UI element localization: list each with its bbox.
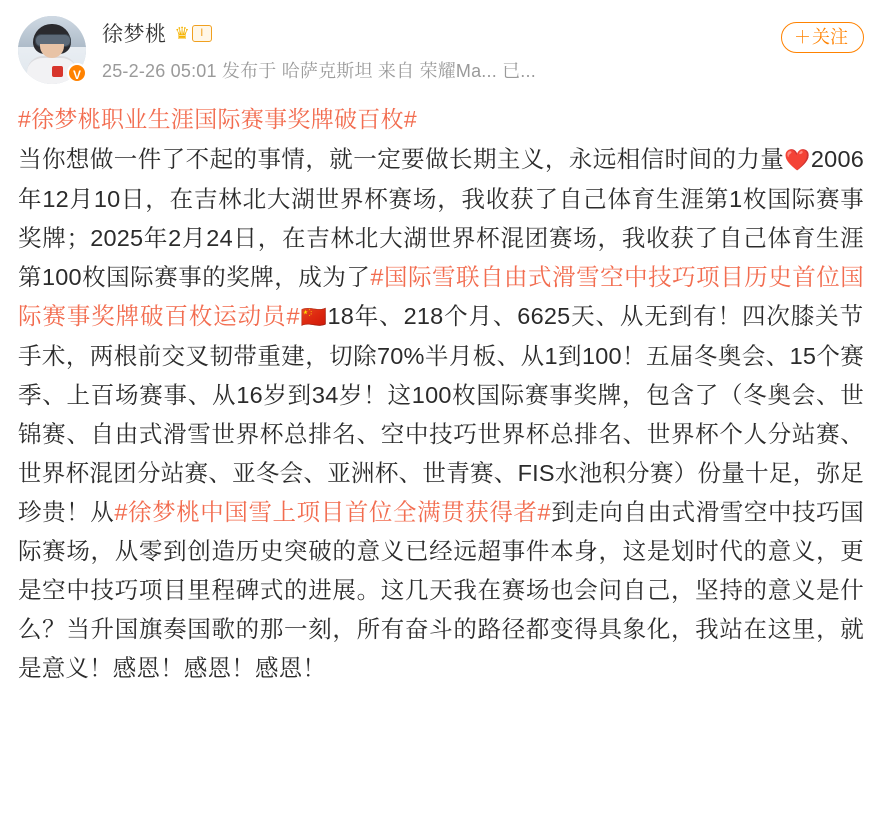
post-meta: 25-2-26 05:01 发布于 哈萨克斯坦 来自 荣耀Ma... 已... xyxy=(102,61,536,81)
avatar-flag-badge xyxy=(52,66,63,77)
plus-icon: ＋ xyxy=(794,28,811,47)
post-topic-link[interactable]: #徐梦桃职业生涯国际赛事奖牌破百枚# xyxy=(18,106,417,132)
post-content xyxy=(18,140,864,688)
post-emoji: 🇨🇳 xyxy=(299,306,328,329)
crown-icon: ♛ xyxy=(174,23,190,43)
header-text-block xyxy=(102,14,536,83)
post-hashtag-link[interactable]: #徐梦桃中国雪上项目首位全满贯获得者# xyxy=(114,499,551,525)
post-emoji: ❤️ xyxy=(784,149,811,172)
avatar[interactable] xyxy=(18,16,86,84)
member-level-badge: I xyxy=(192,25,212,42)
username[interactable]: 徐梦桃 xyxy=(102,23,167,46)
post-text-segment: 到走向自由式滑雪空中技巧国际赛场，从零到创造历史突破的意义已经远超事件本身，这是划时代的意义，更是空中技巧项目里程碑式的进展。这几天我在赛场也会问自己，坚持的意义是什么？当升国旗奏国歌的那一刻，所有奋斗的路径都变得具象化，我站在这里，就是意义！感恩！感恩！感恩！ xyxy=(18,499,864,681)
post-text-segment: 2006年12月10日，在吉林北大湖世界杯赛场，我收获了自己体育生涯第1枚国际赛事奖牌；2025年2月24日，在吉林北大湖世界杯混团赛场，我收获了自己体育生涯第100枚国际赛事的奖牌，成为了 xyxy=(18,146,864,290)
verified-badge-icon: V xyxy=(67,63,87,83)
post-header xyxy=(18,14,864,92)
post-text-segment: 18年、218个月、6625天、从无到有！四次膝关节手术，两根前交叉韧带重建，切除70%半月板、从1到100！五届冬奥会、15个赛季、上百场赛事、从16岁到34岁！这100枚国际赛事奖牌，包含了（冬奥会、世锦赛、自由式滑雪世界杯总排名、空中技巧世界杯总排名、世界杯个人分站赛、世界杯混团分站赛、亚冬会、亚洲杯、世青赛、FIS水池积分赛）份量十足，弥足珍贵！从 xyxy=(18,303,864,525)
post-text-segment: 当你想做一件了不起的事情，就一定要做长期主义，永远相信时间的力量 xyxy=(18,146,785,172)
follow-label: 关注 xyxy=(812,27,848,47)
post-hashtag-link[interactable]: #国际雪联自由式滑雪空中技巧项目历史首位国际赛事奖牌破百枚运动员# xyxy=(18,264,864,329)
follow-button[interactable] xyxy=(781,22,864,53)
username-row xyxy=(102,18,536,48)
